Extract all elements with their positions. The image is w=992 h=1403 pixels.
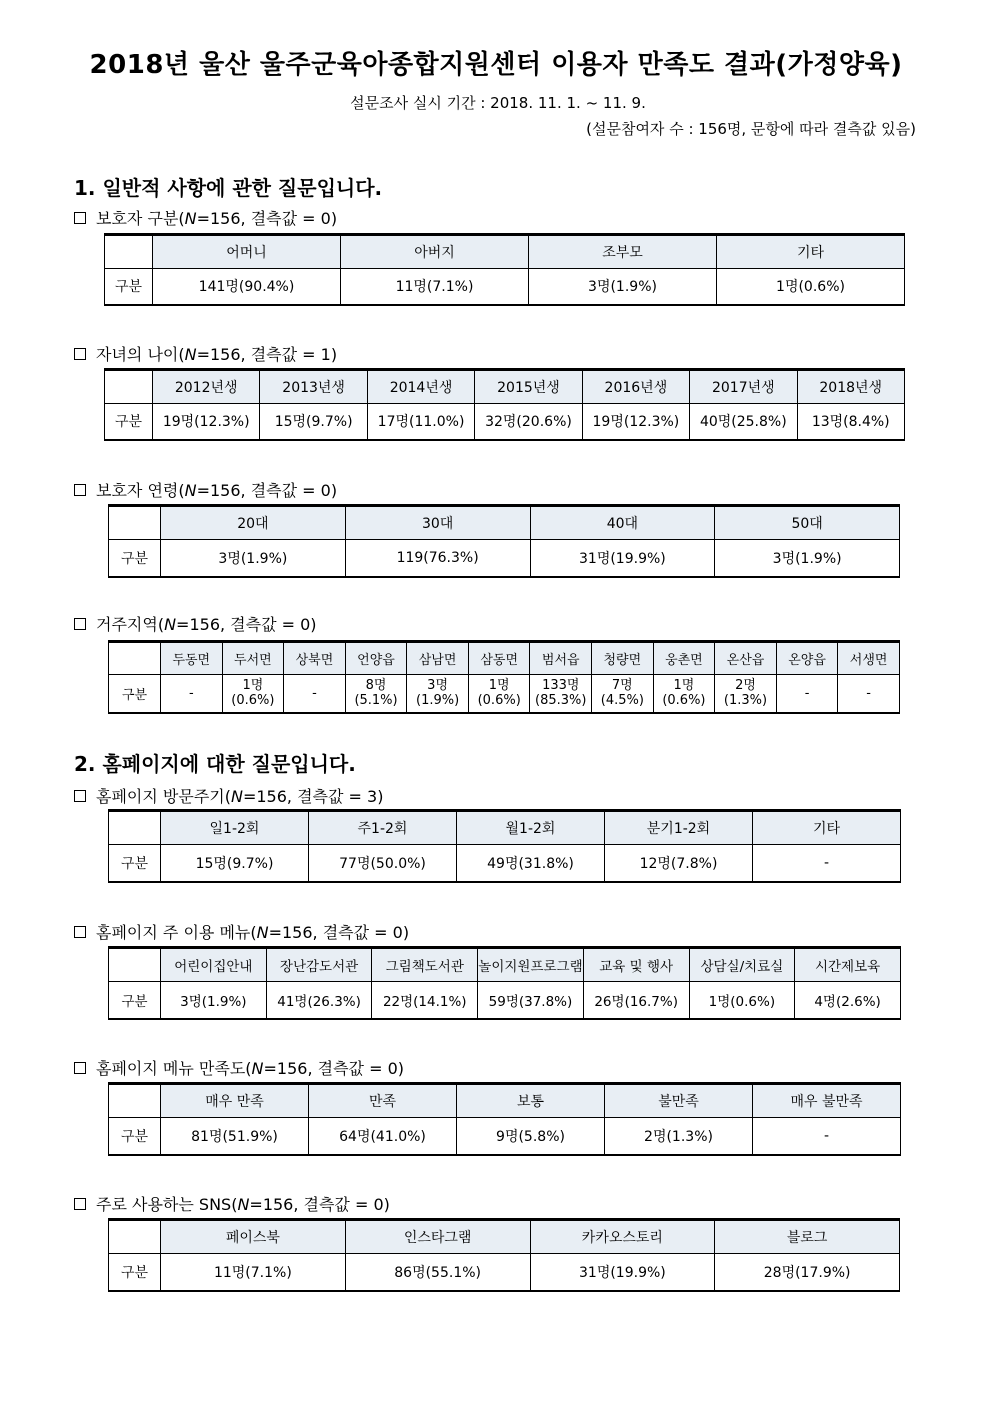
table-header-row: [105, 370, 905, 404]
column-header: 2012년생: [153, 370, 260, 404]
column-header: 매우 만족: [161, 1084, 309, 1118]
checkbox-square-icon: [74, 618, 86, 630]
table-cell: [468, 675, 530, 713]
question-label-text: 보호자 구분(: [96, 209, 185, 228]
header-corner-cell: [109, 642, 161, 675]
section-1-heading: 1. 일반적 사항에 관한 질문입니다.: [74, 176, 383, 200]
table-cell: [407, 675, 469, 713]
question-n-symbol: N: [237, 1195, 250, 1214]
table-cell: 141명(90.4%): [153, 269, 341, 305]
table-cell: 2명(1.3%): [605, 1118, 753, 1155]
question-n-symbol: N: [251, 1059, 264, 1078]
table-cell: 13명(8.4%): [797, 404, 904, 440]
table-cell: 19명(12.3%): [153, 404, 260, 440]
table-header-row: [109, 1084, 901, 1118]
column-header: 월1-2회: [457, 811, 605, 845]
result-table: [108, 504, 900, 578]
column-header: 온산읍: [715, 642, 777, 675]
column-header: 교육 및 행사: [583, 948, 689, 982]
cell-percent: (0.6%): [231, 693, 275, 709]
checkbox-square-icon: [74, 790, 86, 802]
column-header: 상북면: [284, 642, 346, 675]
question-label-suffix: =156, 결측값 = 0): [196, 481, 338, 500]
table-cell: [530, 675, 592, 713]
question-label-suffix: =156, 결측값 = 0): [196, 209, 338, 228]
column-header: 2013년생: [260, 370, 367, 404]
cell-count: 2명: [735, 678, 756, 694]
table-cell: 9명(5.8%): [457, 1118, 605, 1155]
table-cell: 32명(20.6%): [475, 404, 582, 440]
column-header: 서생면: [838, 642, 900, 675]
table-cell: 59명(37.8%): [478, 982, 584, 1019]
row-label: 구분: [109, 1254, 161, 1291]
question-n-symbol: N: [256, 923, 269, 942]
cell-percent: (1.9%): [416, 693, 460, 709]
column-header: 범서읍: [530, 642, 592, 675]
page-title: 2018년 울산 울주군육아종합지원센터 이용자 만족도 결과(가정양육): [89, 50, 903, 80]
column-header: 상담실/치료실: [689, 948, 795, 982]
question-n-symbol: N: [230, 787, 243, 806]
table-cell: [592, 675, 654, 713]
result-table: [108, 809, 901, 883]
table-header-row: [109, 506, 900, 540]
column-header: 청량면: [592, 642, 654, 675]
table-header-row: [105, 235, 905, 269]
column-header: 웅촌면: [653, 642, 715, 675]
column-header: 두서면: [222, 642, 284, 675]
table-cell: 3명(1.9%): [161, 540, 346, 577]
cell-percent: (5.1%): [354, 693, 398, 709]
question-n-symbol: N: [164, 615, 177, 634]
table-cell: 40명(25.8%): [690, 404, 797, 440]
cell-count: -: [188, 685, 194, 701]
column-header: 조부모: [529, 235, 717, 269]
table-row: [109, 540, 900, 577]
table-cell: [284, 675, 346, 713]
checkbox-square-icon: [74, 1198, 86, 1210]
cell-count: -: [312, 685, 317, 701]
table-cell: 22명(14.1%): [372, 982, 478, 1019]
result-table: [108, 946, 901, 1020]
question-label-text: 홈페이지 방문주기(: [96, 787, 231, 806]
question-label: [74, 784, 383, 807]
table-cell: 15명(9.7%): [260, 404, 367, 440]
header-corner-cell: [105, 370, 153, 404]
table-cell: 11명(7.1%): [161, 1254, 346, 1291]
column-header: 언양읍: [345, 642, 407, 675]
column-header: 삼남면: [407, 642, 469, 675]
table-cell: 3명(1.9%): [529, 269, 717, 305]
column-header: 어린이집안내: [161, 948, 267, 982]
column-header: 인스타그램: [345, 1220, 530, 1254]
table-cell: 41명(26.3%): [266, 982, 372, 1019]
question-n-symbol: N: [184, 209, 197, 228]
table-cell: 1명(0.6%): [717, 269, 905, 305]
column-header: 2016년생: [582, 370, 689, 404]
column-header: 2017년생: [690, 370, 797, 404]
header-corner-cell: [109, 811, 161, 845]
question-label-suffix: =156, 결측값 = 0): [263, 1059, 404, 1078]
cell-percent: (4.5%): [600, 693, 644, 709]
table-cell: 15명(9.7%): [161, 845, 309, 882]
column-header: 기타: [717, 235, 905, 269]
question-label-suffix: =156, 결측값 = 1): [196, 345, 338, 364]
question-label-text: 거주지역(: [96, 615, 165, 634]
column-header: 분기1-2회: [605, 811, 753, 845]
checkbox-square-icon: [74, 484, 86, 496]
cell-count: 1명: [242, 678, 264, 694]
table-cell: 11명(7.1%): [341, 269, 529, 305]
row-label: 구분: [109, 540, 161, 577]
column-header: 그림책도서관: [372, 948, 478, 982]
table-cell: 64명(41.0%): [309, 1118, 457, 1155]
column-header: 온양읍: [776, 642, 838, 675]
table-row: [109, 845, 901, 882]
table-cell: [776, 675, 838, 713]
table-cell: 3명(1.9%): [715, 540, 900, 577]
question-label-suffix: =156, 결측값 = 3): [242, 787, 384, 806]
column-header: 50대: [715, 506, 900, 540]
column-header: 아버지: [341, 235, 529, 269]
result-table: [104, 368, 905, 441]
cell-percent: (1.3%): [723, 693, 768, 709]
section-2-heading: 2. 홈페이지에 대한 질문입니다.: [74, 752, 356, 776]
question-label: [74, 1056, 404, 1079]
question-label-text: 보호자 연령(: [96, 481, 185, 500]
question-label-suffix: =156, 결측값 = 0): [176, 615, 317, 634]
question-n-symbol: N: [184, 481, 197, 500]
table-header-row: [109, 1220, 900, 1254]
column-header: 카카오스토리: [530, 1220, 715, 1254]
participants-note: (설문참여자 수 : 156명, 문항에 따라 결측값 있음): [586, 120, 916, 138]
table-row: [109, 1118, 901, 1155]
column-header: 불만족: [605, 1084, 753, 1118]
table-cell: 31명(19.9%): [530, 540, 715, 577]
question-label-suffix: =156, 결측값 = 0): [268, 923, 410, 942]
table-cell: 77명(50.0%): [309, 845, 457, 882]
table-cell: -: [753, 845, 901, 882]
question-n-symbol: N: [184, 345, 197, 364]
table-cell: 3명(1.9%): [161, 982, 267, 1019]
row-label: 구분: [105, 269, 153, 305]
question-label-text: 자녀의 나이(: [96, 345, 185, 364]
cell-percent: (85.3%): [535, 693, 587, 709]
column-header: 만족: [309, 1084, 457, 1118]
column-header: 놀이지원프로그램: [478, 948, 584, 982]
column-header: 일1-2회: [161, 811, 309, 845]
cell-count: -: [866, 685, 871, 701]
header-corner-cell: [109, 1084, 161, 1118]
table-row: [109, 982, 901, 1019]
question-label: [74, 1192, 390, 1215]
column-header: 장난감도서관: [266, 948, 372, 982]
table-cell: 19명(12.3%): [582, 404, 689, 440]
question-label: [74, 920, 409, 943]
result-table: [108, 1082, 901, 1156]
cell-count: 1명: [673, 678, 695, 694]
header-corner-cell: [105, 235, 153, 269]
table-cell: [715, 675, 777, 713]
survey-period: 설문조사 실시 기간 : 2018. 11. 1. ~ 11. 9.: [350, 94, 646, 112]
table-row: [105, 404, 905, 440]
table-cell: [222, 675, 284, 713]
cell-count: 1명: [488, 678, 510, 694]
table-header-row: [109, 948, 901, 982]
question-label: [74, 612, 317, 635]
column-header: 주1-2회: [309, 811, 457, 845]
question-label-text: 홈페이지 메뉴 만족도(: [96, 1059, 252, 1078]
checkbox-square-icon: [74, 926, 86, 938]
table-cell: 12명(7.8%): [605, 845, 753, 882]
question-label: [74, 342, 337, 365]
table-cell: [161, 675, 223, 713]
column-header: 블로그: [715, 1220, 900, 1254]
cell-count: -: [804, 685, 810, 701]
table-cell: 49명(31.8%): [457, 845, 605, 882]
column-header: 삼동면: [468, 642, 530, 675]
cell-count: 133명: [542, 678, 580, 694]
row-label: 구분: [109, 845, 161, 882]
row-label: 구분: [109, 675, 161, 713]
cell-percent: (0.6%): [662, 693, 706, 709]
table-cell: 31명(19.9%): [530, 1254, 715, 1291]
table-row: [109, 1254, 900, 1291]
question-label-suffix: =156, 결측값 = 0): [249, 1195, 390, 1214]
column-header: 기타: [753, 811, 901, 845]
column-header: 페이스북: [161, 1220, 346, 1254]
checkbox-square-icon: [74, 212, 86, 224]
table-header-row: [109, 642, 900, 675]
question-label-text: 홈페이지 주 이용 메뉴(: [96, 923, 257, 942]
table-row: [109, 675, 900, 713]
table-cell: 26명(16.7%): [583, 982, 689, 1019]
result-table: [108, 1218, 900, 1292]
column-header: 시간제보육: [795, 948, 901, 982]
result-table: [108, 640, 900, 714]
cell-count: 8명: [365, 678, 387, 694]
question-label: [74, 206, 337, 229]
table-cell: -: [753, 1118, 901, 1155]
table-cell: 119(76.3%): [345, 540, 530, 577]
question-label: [74, 478, 337, 501]
table-cell: 28명(17.9%): [715, 1254, 900, 1291]
table-row: [105, 269, 905, 305]
column-header: 2015년생: [475, 370, 582, 404]
table-cell: [345, 675, 407, 713]
cell-count: 7명: [611, 678, 633, 694]
row-label: 구분: [105, 404, 153, 440]
table-cell: 81명(51.9%): [161, 1118, 309, 1155]
column-header: 20대: [161, 506, 346, 540]
table-cell: 17명(11.0%): [367, 404, 474, 440]
column-header: 매우 불만족: [753, 1084, 901, 1118]
table-cell: 4명(2.6%): [795, 982, 901, 1019]
column-header: 두동면: [161, 642, 223, 675]
header-corner-cell: [109, 506, 161, 540]
table-cell: [838, 675, 900, 713]
column-header: 2014년생: [367, 370, 474, 404]
cell-percent: (0.6%): [477, 693, 521, 709]
question-label-text: 주로 사용하는 SNS(: [96, 1195, 238, 1214]
header-corner-cell: [109, 1220, 161, 1254]
table-cell: [653, 675, 715, 713]
checkbox-square-icon: [74, 1062, 86, 1074]
row-label: 구분: [109, 982, 161, 1019]
cell-count: 3명: [427, 678, 449, 694]
table-header-row: [109, 811, 901, 845]
table-cell: 86명(55.1%): [345, 1254, 530, 1291]
checkbox-square-icon: [74, 348, 86, 360]
column-header: 보통: [457, 1084, 605, 1118]
column-header: 어머니: [153, 235, 341, 269]
header-corner-cell: [109, 948, 161, 982]
row-label: 구분: [109, 1118, 161, 1155]
column-header: 30대: [345, 506, 530, 540]
column-header: 2018년생: [797, 370, 904, 404]
result-table: [104, 233, 905, 306]
column-header: 40대: [530, 506, 715, 540]
table-cell: 1명(0.6%): [689, 982, 795, 1019]
